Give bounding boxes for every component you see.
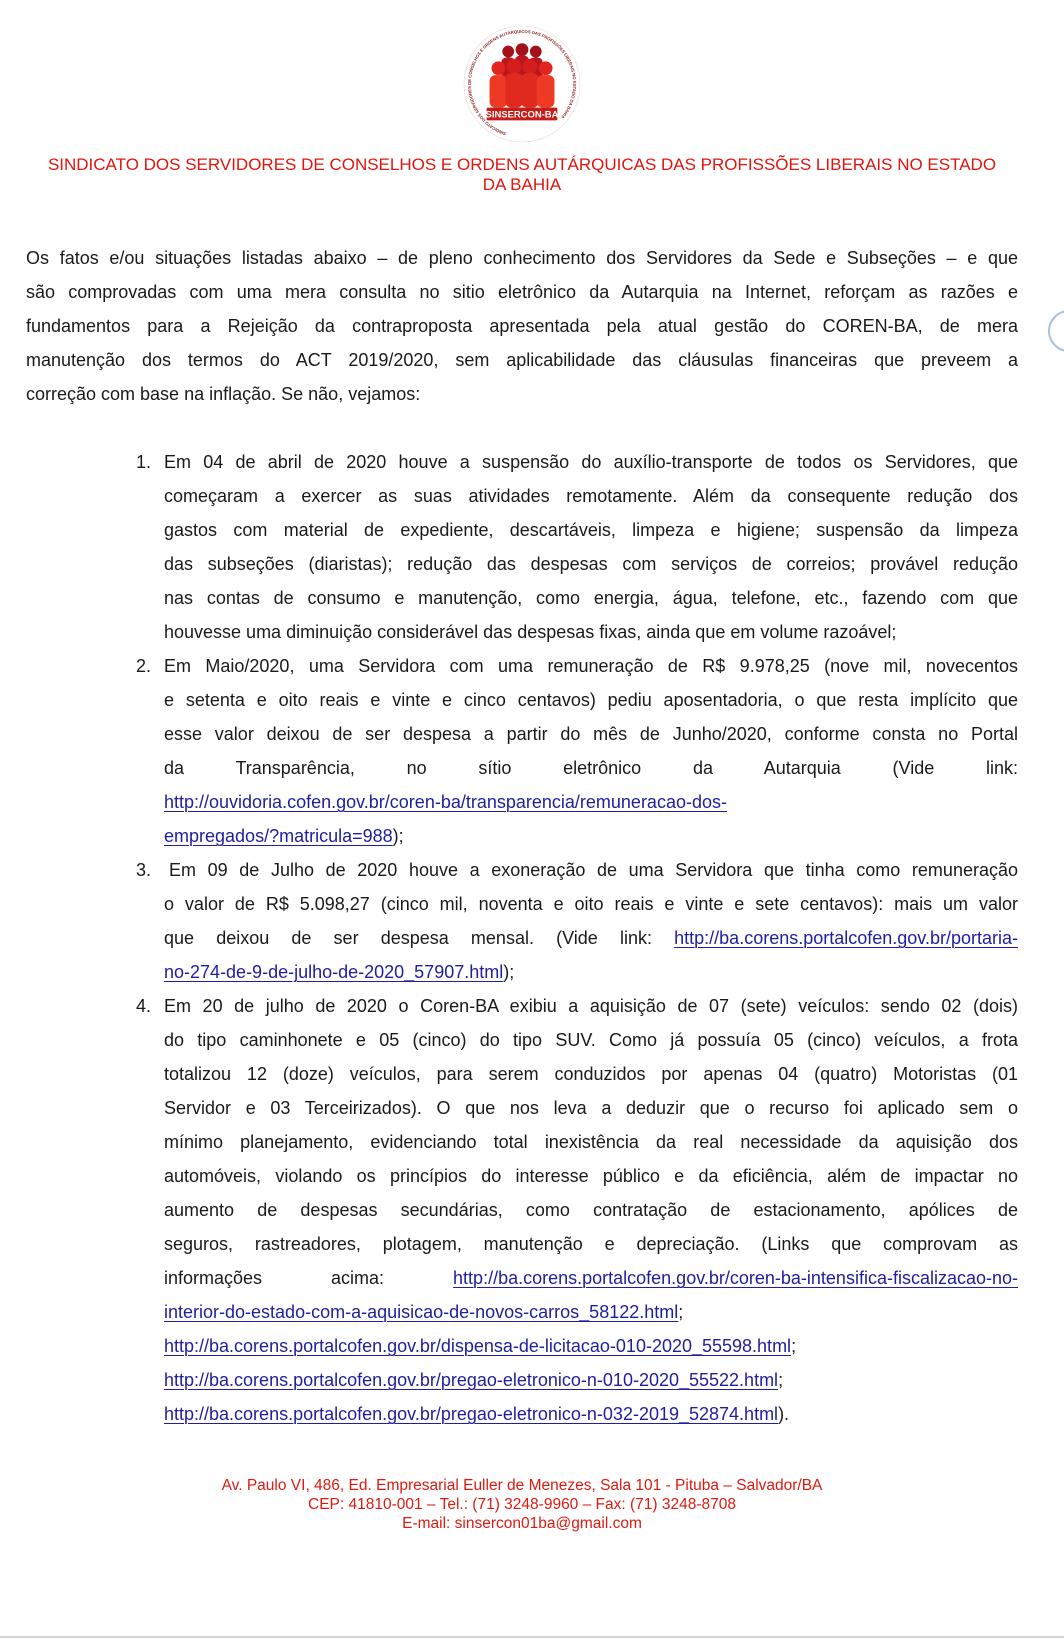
letterhead-title-line: SINDICATO DOS SERVIDORES DE CONSELHOS E ORDENS AUTÁRQUICAS DAS PROFISSÕES LIBERAIS NO ESTADO [47,155,997,174]
item-line: nas contas de consumo e manutenção, como energia, água, telefone, etc., fazendo com que [164,588,1018,608]
side-panel-handle[interactable] [1046,308,1064,354]
item-line: Em Maio/2020, uma Servidora com uma remuneração de R$ 9.978,25 (nove mil, novecentos [164,656,1018,676]
line-punctuation: ; [778,1370,784,1390]
item-line [164,819,1018,853]
item-line: Em 04 de abril de 2020 houve a suspensão do auxílio-transporte de todos os Servidores, que [164,452,1018,472]
letter-footer [26,1476,1018,1533]
item-number: 1. [136,452,152,472]
item-text [164,989,1018,1431]
item-text [164,649,1018,853]
intro-line: Os fatos e/ou situações listadas abaixo – de pleno conhecimento dos Servidores da Sede e Subseções – e que [26,248,1018,268]
pregao-032-2019-link[interactable]: http://ba.corens.portalcofen.gov.br/pregao-eletronico-n-032-2019_52874.html [164,1404,779,1424]
side-panel-handle-icon [1048,310,1064,352]
item-line: gastos com material de expediente, descartáveis, limpeza e higiene; suspensão da limpeza [164,520,1018,540]
item-line: do tipo caminhonete e 05 (cinco) do tipo SUV. Como já possuía 05 (cinco) veículos, a frota [164,1030,1018,1050]
item-line [164,955,1018,989]
portaria-link-part1[interactable]: http://ba.corens.portalcofen.gov.br/portaria- [674,928,1018,948]
item-line: da Transparência, no sítio eletrônico da Autarquia (Vide link: [164,758,1018,778]
item-line: começaram a exercer as suas atividades remotamente. Além da consequente redução dos [164,486,1018,506]
intro-paragraph [26,241,1018,411]
fiscalizacao-link-part1[interactable]: http://ba.corens.portalcofen.gov.br/coren-ba-intensifica-fiscalizacao-no- [453,1268,1018,1288]
item-line-text: informações acima: [164,1268,454,1288]
item-line [164,921,1018,955]
item-text [164,445,1018,649]
item-line [164,1397,1018,1431]
line-punctuation: ); [392,826,404,846]
line-punctuation: ). [778,1404,790,1424]
item-number: 4. [136,996,152,1016]
intro-line: fundamentos para a Rejeição da contraproposta apresentada pela atual gestão do COREN-BA, de mera [26,316,1018,336]
list-item-1 [136,445,1018,649]
item-line: e setenta e oito reais e vinte e cinco centavos) pediu aposentadoria, o que resta implícito que [164,690,1018,710]
footer-email: E-mail: sinsercon01ba@gmail.com [402,1515,642,1532]
item-line [164,785,1018,819]
dispensa-licitacao-link[interactable]: http://ba.corens.portalcofen.gov.br/dispensa-de-licitacao-010-2020_55598.html [164,1336,792,1356]
logo-wordmark: SINSERCON-BA [485,109,559,121]
item-line: aumento de despesas secundárias, como contratação de estacionamento, apólices de [164,1200,1018,1220]
list-item-3 [136,853,1018,989]
item-line [164,1295,1018,1329]
item-line [164,1363,1018,1397]
intro-line: manutenção dos termos do ACT 2019/2020, sem aplicabilidade das cláusulas financeiras que preveem a [26,350,1018,370]
item-text [164,853,1018,989]
item-line: houvesse uma diminuição considerável das despesas fixas, ainda que em volume razoável; [164,622,897,642]
item-line: mínimo planejamento, evidenciando total inexistência da real necessidade da aquisição dos [164,1132,1018,1152]
footer-contact: CEP: 41810-001 – Tel.: (71) 3248-9960 – Fax: (71) 3248-8708 [308,1496,736,1513]
item-line: automóveis, violando os princípios do interesse público e da eficiência, além de impactar no [164,1166,1018,1186]
footer-address: Av. Paulo VI, 486, Ed. Empresarial Euller de Menezes, Sala 101 - Pituba – Salvador/BA [221,1477,823,1494]
intro-line: são comprovadas com uma mera consulta no sitio eletrônico da Autarquia na Internet, reforçam as razões e [26,282,1018,302]
item-line: Em 20 de julho de 2020 o Coren-BA exibiu a aquisição de 07 (sete) veículos: sendo 02 (dois) [164,996,1018,1016]
item-line [164,1261,1018,1295]
page-bottom-edge [0,1636,1064,1638]
item-line: o valor de R$ 5.098,27 (cinco mil, noventa e oito reais e vinte e sete centavos): mais um valor [164,894,1018,914]
line-punctuation: ; [791,1336,797,1356]
list-item-4 [136,989,1018,1431]
item-line-text: que deixou de ser despesa mensal. (Vide link: [164,928,675,948]
letterhead-title [26,155,1018,195]
item-line: Em 09 de Julho de 2020 houve a exoneração de uma Servidora que tinha como remuneração [169,860,1018,880]
item-line: das subseções (diaristas); redução das despesas com serviços de correios; provável redução [164,554,1018,574]
item-line: esse valor deixou de ser despesa a partir do mês de Junho/2020, conforme consta no Portal [164,724,1018,744]
sinsercon-logo [463,25,581,143]
list-item-2 [136,649,1018,853]
letterhead-title-line: DA BAHIA [482,175,562,194]
item-line: Servidor e 03 Terceirizados). O que nos leva a deduzir que o recurso foi aplicado sem o [164,1098,1018,1118]
item-number: 2. [136,656,152,676]
portaria-link-part2[interactable]: no-274-de-9-de-julho-de-2020_57907.html [164,962,504,982]
numbered-list [136,445,1018,1431]
item-line [164,1329,1018,1363]
item-line: totalizou 12 (doze) veículos, para serem conduzidos por apenas 04 (quatro) Motoristas (01 [164,1064,1018,1084]
pregao-010-2020-link[interactable]: http://ba.corens.portalcofen.gov.br/pregao-eletronico-n-010-2020_55522.html [164,1370,779,1390]
transparencia-link-part1[interactable]: http://ouvidoria.cofen.gov.br/coren-ba/transparencia/remuneracao-dos- [164,792,727,812]
line-punctuation: ); [503,962,515,982]
fiscalizacao-link-part2[interactable]: interior-do-estado-com-a-aquisicao-de-novos-carros_58122.html [164,1302,679,1322]
intro-line: correção com base na inflação. Se não, vejamos: [26,384,421,404]
item-line: seguros, rastreadores, plotagem, manutenção e depreciação. (Links que comprovam as [164,1234,1018,1254]
logo-ring-text: SINDICATO DOS SERVIDORES DE CONSELHOS E ORDENS AUTÁRQUICOS DAS PROFISSÕES LIBERAIS NO ESTADO DA BAHIA [466,28,578,137]
item-number: 3. [136,860,152,880]
transparencia-link-part2[interactable]: empregados/?matricula=988 [164,826,393,846]
line-punctuation: ; [678,1302,684,1322]
